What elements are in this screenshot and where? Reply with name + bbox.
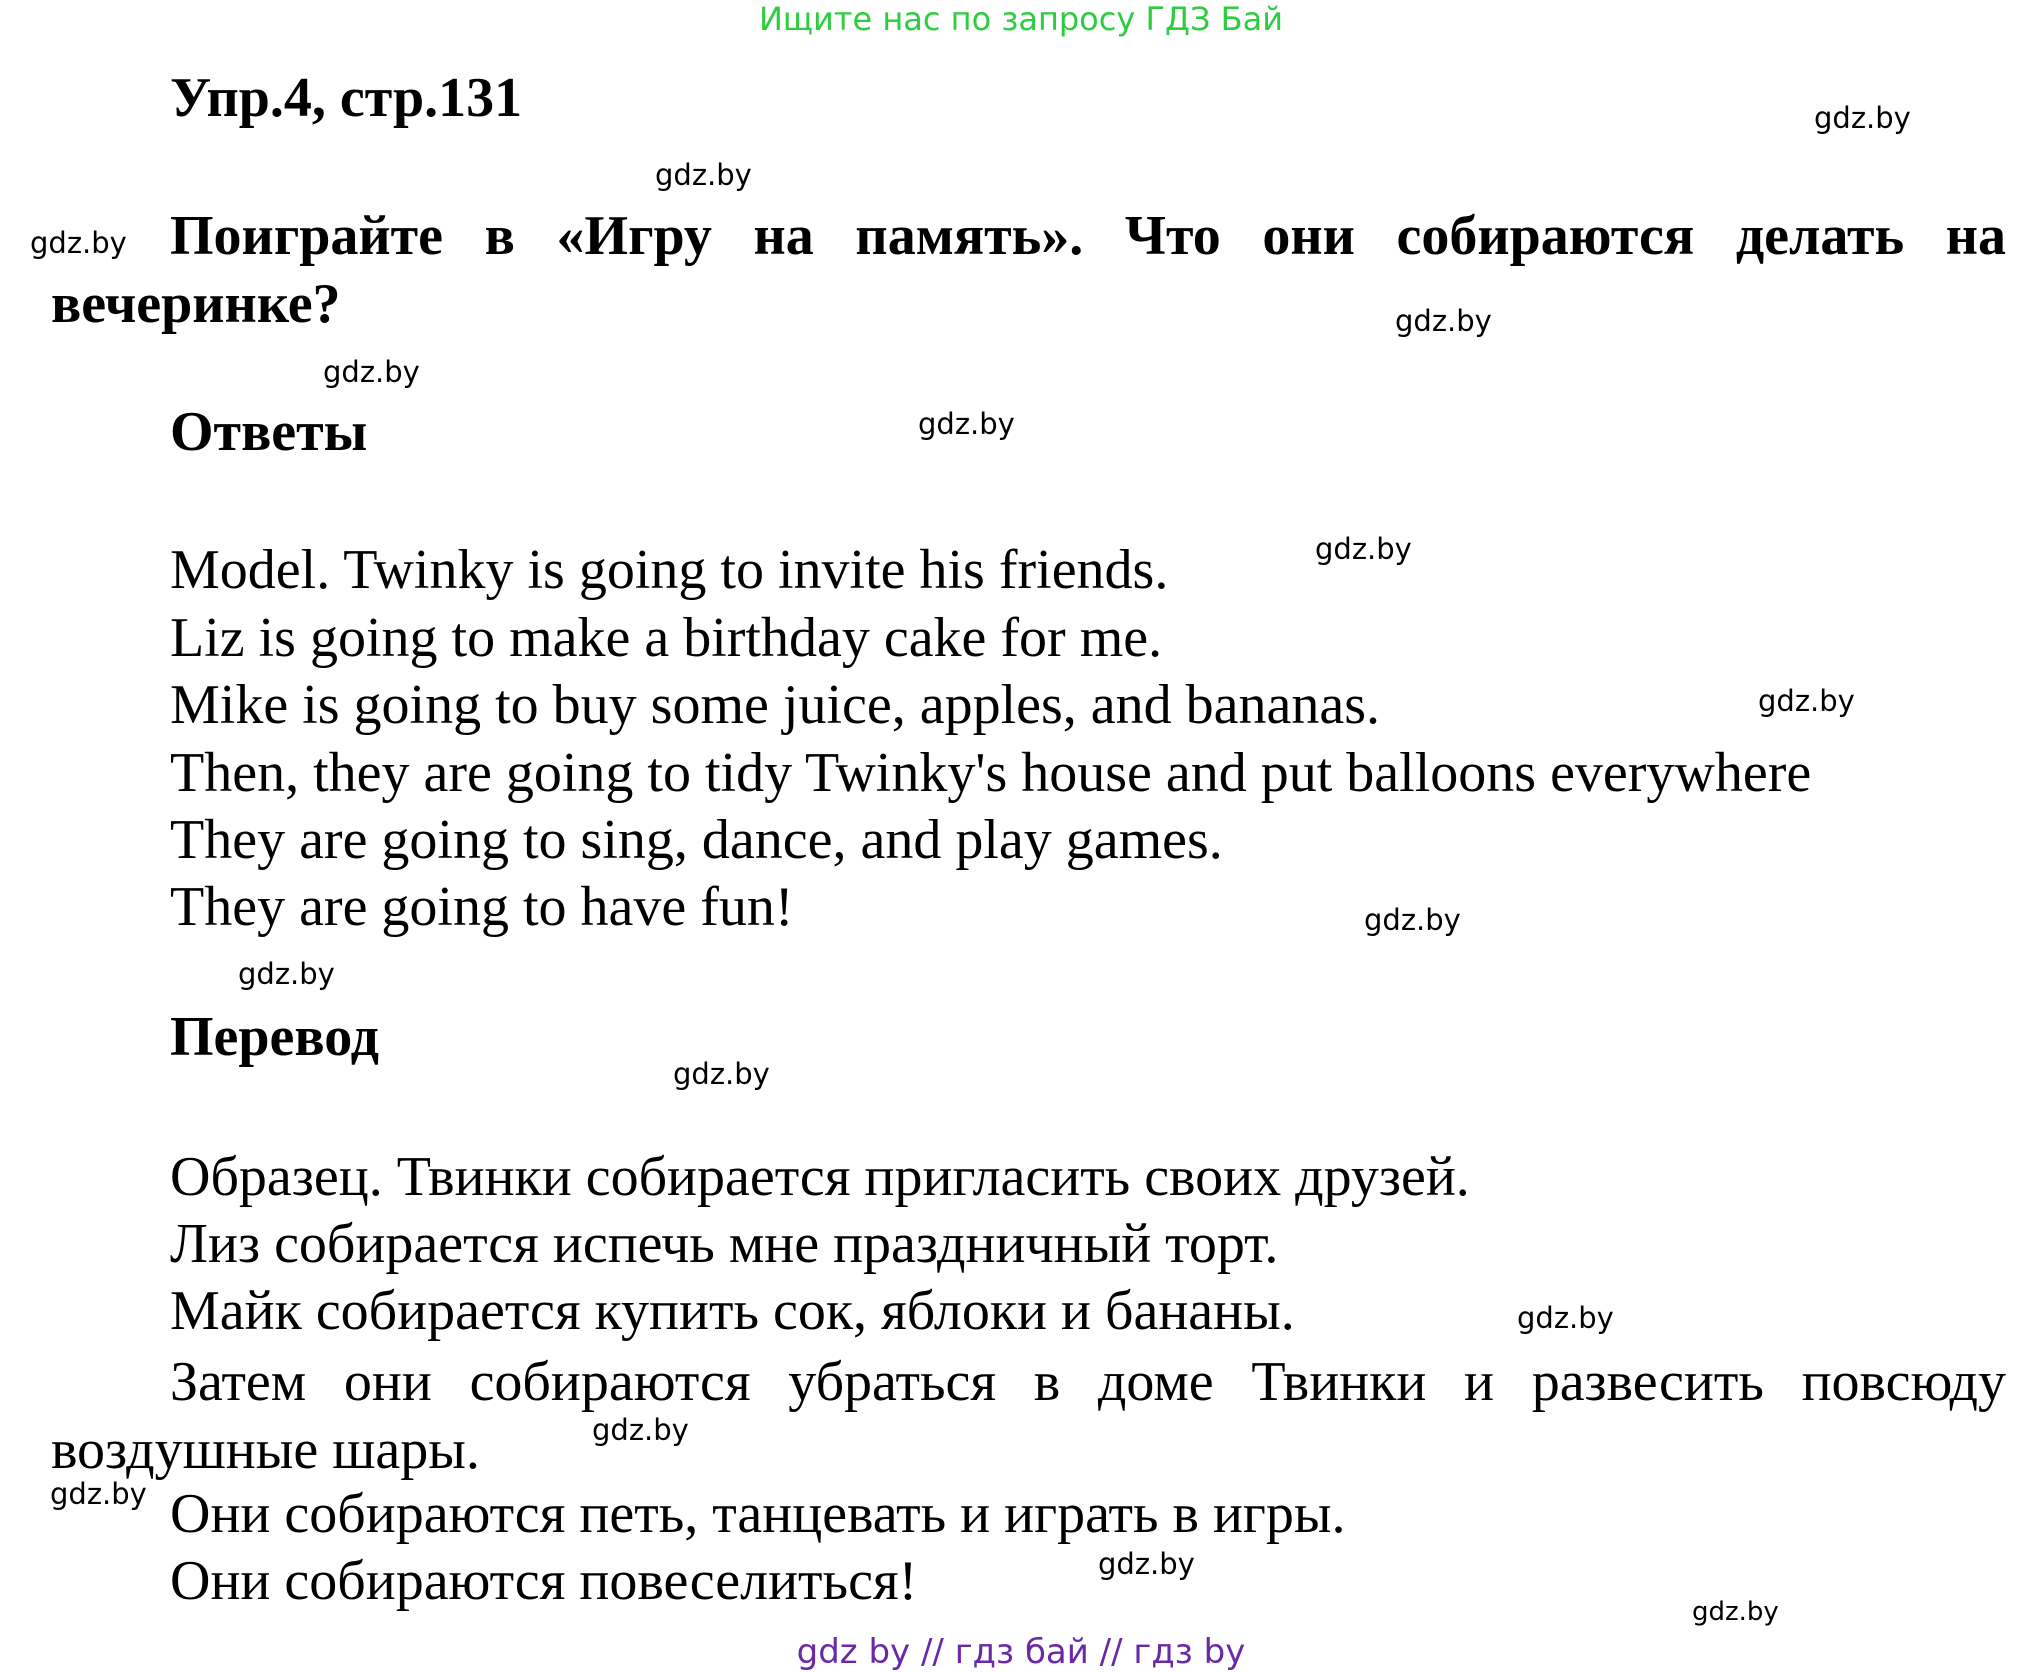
watermark: gdz.by: [30, 226, 127, 260]
watermark: gdz.by: [1758, 684, 1855, 718]
footer-banner: gdz by // гдз бай // гдз by: [796, 1632, 1246, 1672]
watermark: gdz.by: [238, 957, 335, 991]
answer-line-6: They are going to have fun!: [170, 876, 794, 938]
header-banner: Ищите нас по запросу ГДЗ Бай: [758, 0, 1284, 38]
watermark: gdz.by: [1098, 1547, 1195, 1581]
answer-line-4: Then, they are going to tidy Twinky's house and put balloons everywhere: [170, 742, 1812, 804]
translation-heading: Перевод: [170, 1006, 379, 1068]
watermark: gdz.by: [1814, 101, 1911, 135]
answers-heading: Ответы: [170, 401, 368, 463]
answer-line-2: Liz is going to make a birthday cake for me.: [170, 607, 1163, 669]
watermark: gdz.by: [1692, 1597, 1779, 1627]
watermark: gdz.by: [50, 1477, 147, 1511]
task-text: Поиграйте в «Игру на память». Что они собираются делать на вечеринке?: [51, 205, 2006, 335]
answer-line-1: Model. Twinky is going to invite his friends.: [170, 539, 1169, 601]
watermark: gdz.by: [1364, 903, 1461, 937]
translation-line-5: Они собираются петь, танцевать и играть в игры.: [170, 1483, 1346, 1545]
answer-line-5: They are going to sing, dance, and play games.: [170, 809, 1223, 871]
translation-line-6: Они собираются повеселиться!: [170, 1550, 918, 1612]
watermark: gdz.by: [673, 1057, 770, 1091]
watermark: gdz.by: [1517, 1301, 1614, 1335]
translation-line-3: Майк собирается купить сок, яблоки и бананы.: [170, 1280, 1295, 1342]
answer-line-3: Mike is going to buy some juice, apples, and bananas.: [170, 674, 1380, 736]
watermark: gdz.by: [1395, 304, 1492, 338]
translation-line-1: Образец. Твинки собирается пригласить своих друзей.: [170, 1146, 1470, 1208]
watermark: gdz.by: [323, 355, 420, 389]
watermark: gdz.by: [655, 158, 752, 192]
translation-line-2: Лиз собирается испечь мне праздничный торт.: [170, 1213, 1279, 1275]
watermark: gdz.by: [592, 1413, 689, 1447]
watermark: gdz.by: [1315, 532, 1412, 566]
exercise-title: Упр.4, стр.131: [170, 67, 523, 129]
watermark: gdz.by: [918, 407, 1015, 441]
translation-line-4: Затем они собираются убраться в доме Твинки и развесить повсюду воздушные шары.: [51, 1351, 2006, 1481]
